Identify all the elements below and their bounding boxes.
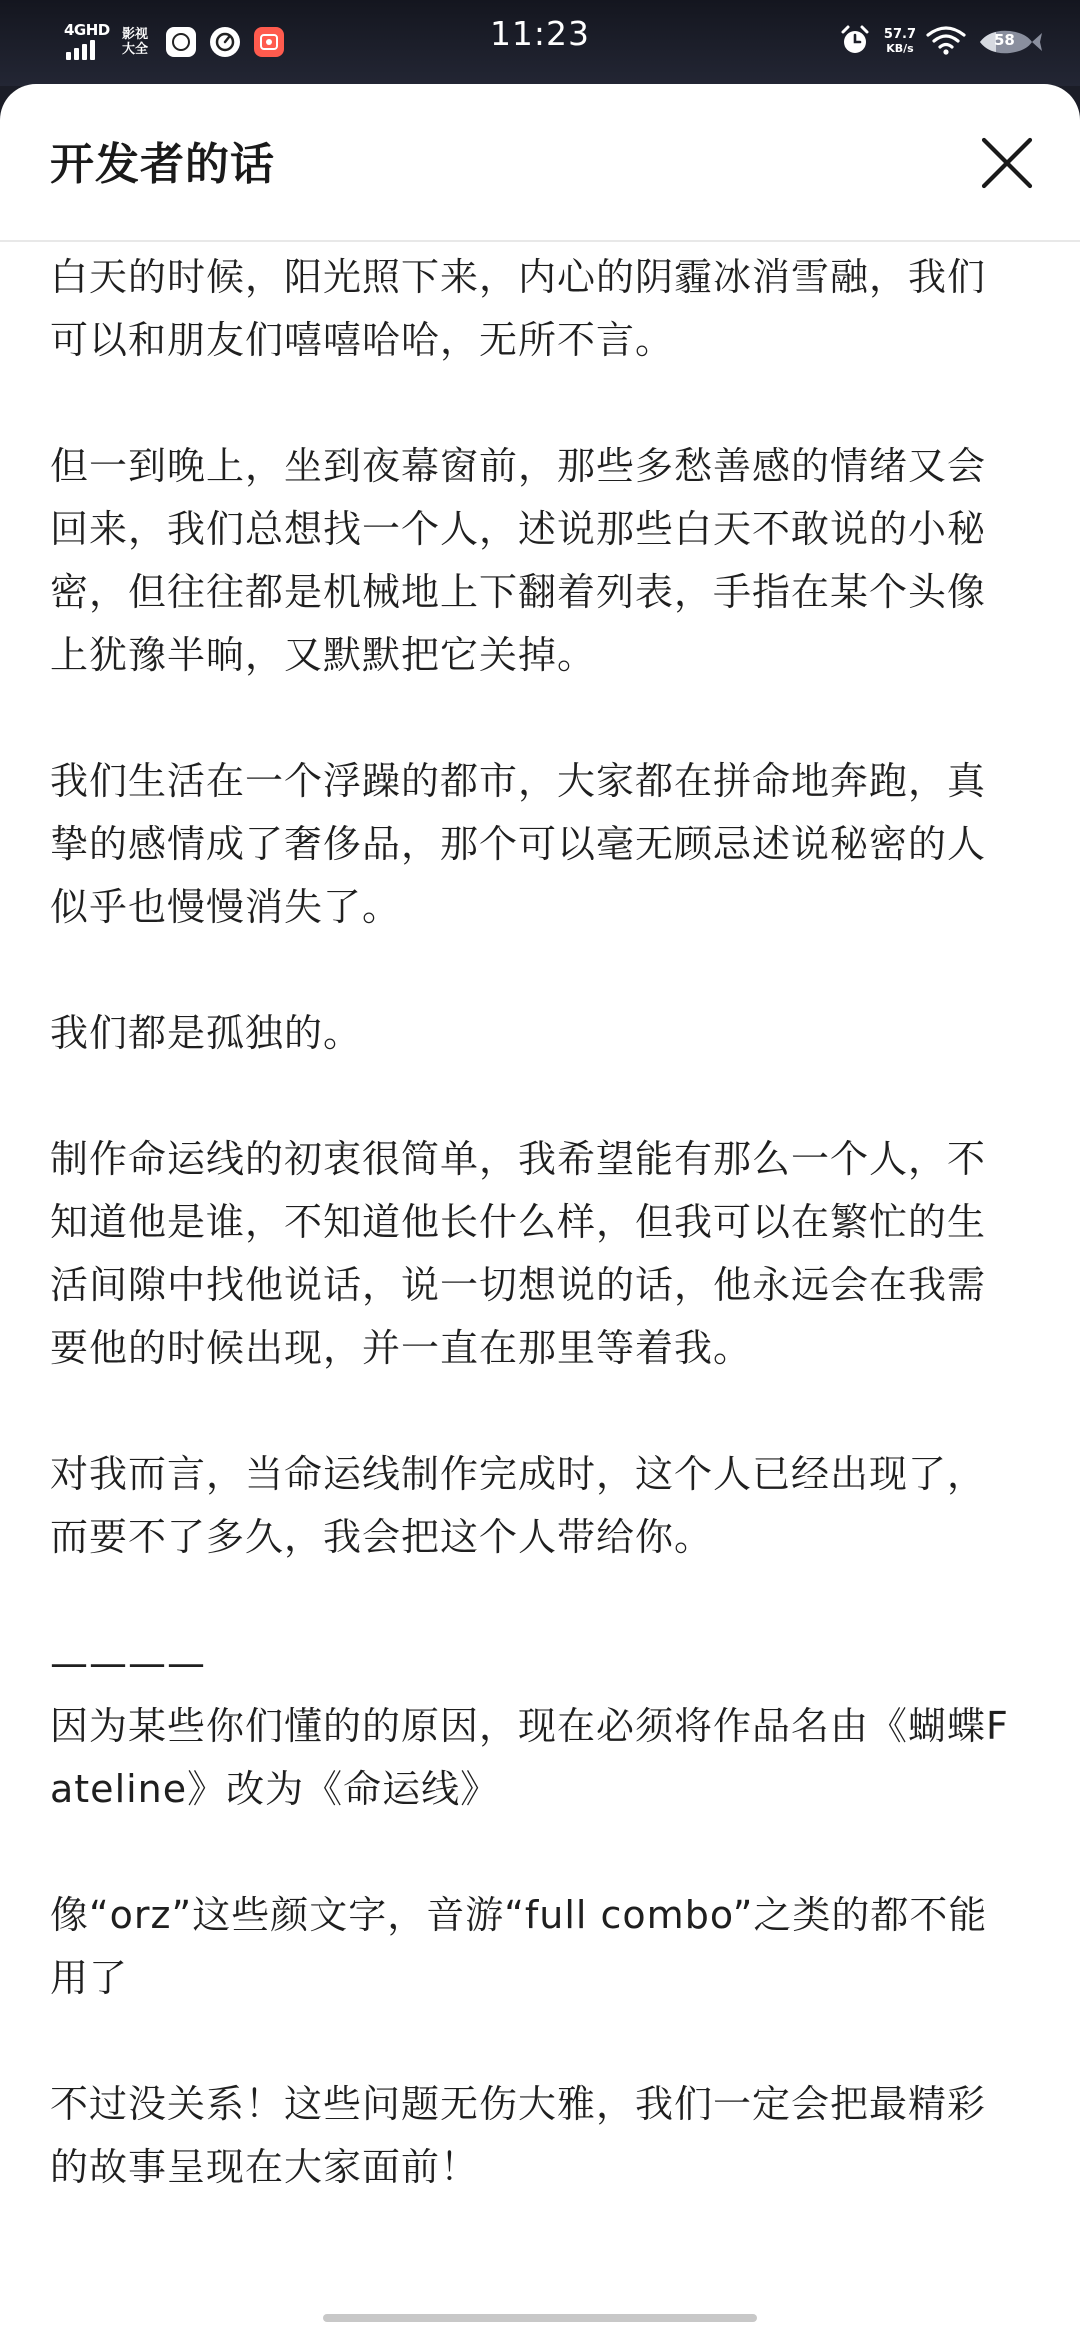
- close-icon: [978, 134, 1036, 192]
- network-type-label: 4GHD: [64, 21, 110, 39]
- paragraph-5: 制作命运线的初衷很简单，我希望能有那么一个人，不知道他是谁，不知道他长什么样，但我可以在繁忙的生活间隙中找他说话，说一切想说的话，他永远会在我需要他的时候出现，并一直在那里等着我。: [50, 1137, 987, 1370]
- paragraph-1: 白天的时候，阳光照下来，内心的阴霾冰消雪融，我们可以和朋友们嘻嘻哈哈，无所不言。: [50, 255, 987, 362]
- paragraph-9: 不过没关系！这些问题无伤大雅，我们一定会把最精彩的故事呈现在大家面前！: [50, 2082, 987, 2189]
- paragraph-3: 我们生活在一个浮躁的都市，大家都在拼命地奔跑，真挚的感情成了奢侈品，那个可以毫无顾忌述说秘密的人似乎也慢慢消失了。: [50, 759, 987, 929]
- network-speed-value: 57.7: [883, 27, 916, 42]
- sheet-title: 开发者的话: [50, 139, 275, 190]
- close-button[interactable]: [978, 134, 1036, 192]
- paragraph-4: 我们都是孤独的。: [50, 1011, 363, 1055]
- status-bar: [0, 0, 1080, 86]
- app-notification-badge: 影视大全: [121, 27, 148, 57]
- battery-icon: [976, 25, 1042, 59]
- status-clock: 11:23: [489, 14, 591, 53]
- status-bar-right: [838, 18, 1042, 66]
- network-speed-unit: KB/s: [886, 42, 914, 55]
- paragraph-7: 因为某些你们懂的的原因，现在必须将作品名由《蝴蝶Fateline》改为《命运线》: [50, 1704, 1009, 1811]
- wifi-icon: [926, 25, 966, 59]
- alarm-clock-icon: [838, 23, 872, 61]
- home-indicator[interactable]: [323, 2314, 757, 2322]
- paragraph-2: 但一到晚上，坐到夜幕窗前，那些多愁善感的情绪又会回来，我们总想找一个人，述说那些白天不敢说的小秘密，但往往都是机械地上下翻着列表，手指在某个头像上犹豫半晌，又默默把它关掉。: [50, 444, 987, 677]
- paragraph-8: 像“orz”这些颜文字，音游“full combo”之类的都不能用了: [50, 1893, 988, 2000]
- network-speed: [884, 28, 916, 56]
- sheet-header: [0, 84, 1080, 242]
- section-divider: ————: [50, 1641, 206, 1685]
- paragraph-6: 对我而言，当命运线制作完成时，这个人已经出现了，而要不了多久，我会把这个人带给你。: [50, 1452, 987, 1559]
- battery-level: 58: [994, 31, 1015, 49]
- developer-notes-sheet: [0, 84, 1080, 2340]
- developer-notes-body: [50, 246, 1020, 2262]
